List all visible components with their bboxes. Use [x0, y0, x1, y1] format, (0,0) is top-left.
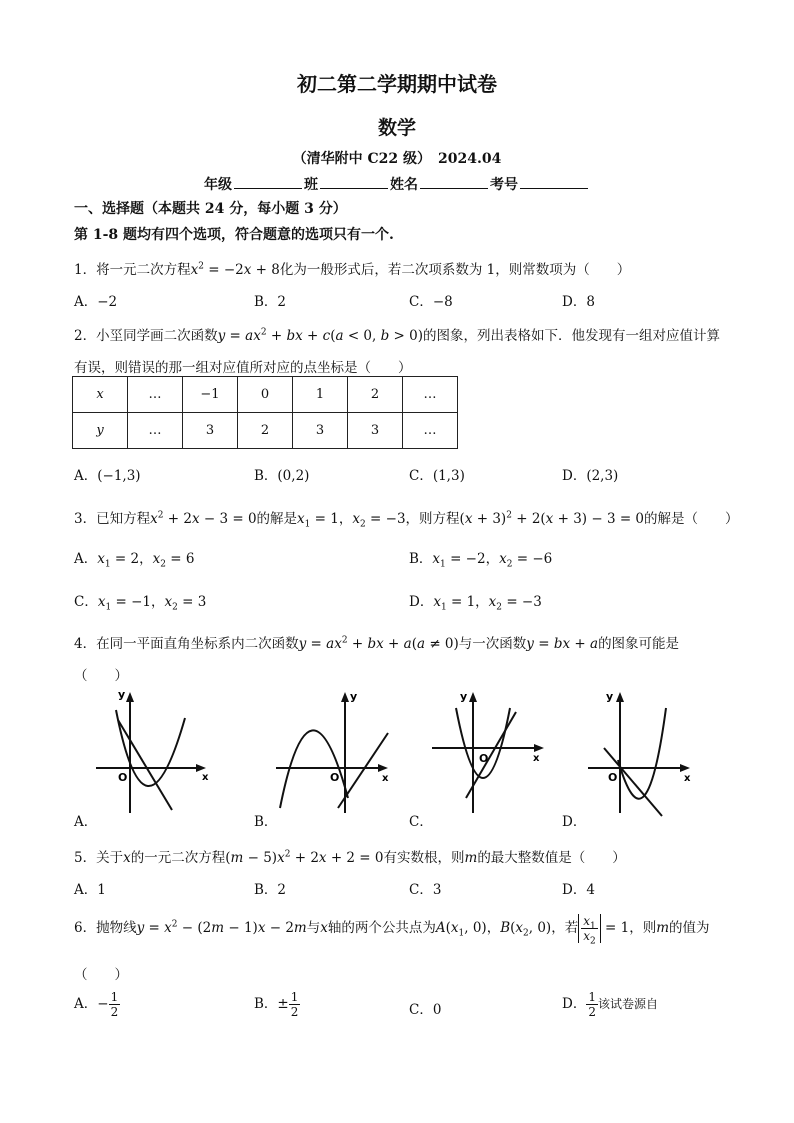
line: [118, 720, 172, 810]
abs-fraction: $\frac{x_1}{x_2}$: [578, 914, 601, 943]
student-info-line: [0, 174, 794, 194]
table-cell: 3: [348, 413, 403, 449]
class-label: 班: [304, 177, 318, 193]
origin-label: O: [479, 752, 489, 765]
table-cell: y: [73, 413, 128, 449]
school-line: （清华附中 C22 级） 2024.04: [292, 151, 502, 167]
x-label: x: [533, 753, 540, 764]
table-cell: 2: [348, 377, 403, 413]
q1-option-d[interactable]: D．8: [562, 294, 595, 310]
subject-title: 数学: [377, 117, 416, 139]
origin-label: O: [118, 771, 128, 784]
y-label: y: [350, 690, 358, 703]
name-label: 姓名: [390, 177, 418, 193]
q2-option-a[interactable]: A．(−1,3): [74, 468, 141, 484]
table-cell: 2: [238, 413, 293, 449]
table-cell: …: [128, 377, 183, 413]
question-6: 6．抛物线$y = x^2 - (2m - 1)x - 2m$与x轴的两个公共点为$A(x_1$, 0)，$B(x_2$, 0)，若 $\frac{x_1}{x_2}$ = 1，则m的值为: [74, 914, 710, 947]
name-blank[interactable]: [420, 176, 488, 189]
x-label: x: [382, 773, 389, 784]
q2-option-d[interactable]: D．(2,3): [562, 468, 619, 484]
x-arrow-icon: [378, 764, 388, 772]
question-5: 5．关于x的一元二次方程$(m - 5)x^2 + 2x + 2 = 0$有实数根，则m的最大整数值是（ ）: [74, 849, 626, 866]
q6-option-b[interactable]: B．± $\frac{1}{2}$: [254, 990, 299, 1019]
y-label: y: [606, 690, 614, 703]
x-arrow-icon: [196, 764, 206, 772]
table-cell: …: [403, 413, 458, 449]
y-label: y: [118, 688, 126, 701]
q4-option-d[interactable]: D．: [562, 814, 587, 830]
q4-option-b[interactable]: B．: [254, 814, 278, 830]
value-table: [72, 376, 458, 449]
origin-label: O: [330, 771, 340, 784]
q4-option-a[interactable]: A．: [74, 814, 98, 830]
class-blank[interactable]: [320, 176, 388, 189]
q1-option-b[interactable]: B．2: [254, 294, 287, 310]
table-cell: x: [73, 377, 128, 413]
y-arrow-icon: [469, 692, 477, 702]
y-label: y: [460, 690, 468, 703]
parabola: [280, 730, 348, 808]
origin-label: O: [608, 771, 618, 784]
question-2-line2: 有误，则错误的那一组对应值所对应的点坐标是（ ）: [74, 360, 412, 376]
q2-option-c[interactable]: C．(1,3): [409, 468, 465, 484]
x-label: x: [202, 772, 209, 783]
graph-b[interactable]: [270, 688, 395, 818]
q6-option-c[interactable]: C．0: [409, 1002, 442, 1018]
table-cell: 3: [183, 413, 238, 449]
y-arrow-icon: [616, 692, 624, 702]
parabola: [618, 708, 666, 799]
id-blank[interactable]: [520, 176, 588, 189]
q5-option-d[interactable]: D．4: [562, 882, 595, 898]
question-2: 2．小坙同学画二次函数$y = ax^2$ + bx + c(a < 0, b > 0)的图象，列出表格如下．他发现有一组对应值计算: [74, 327, 721, 344]
question-3: 3．已知方程$x^2 + 2x - 3 = 0$的解是$x_1 = 1$，$x_2 = -3$，则方程$(x + 3)^2 + 2(x + 3) - 3 = 0$的解是（ ）: [74, 510, 739, 530]
table-cell: −1: [183, 377, 238, 413]
graph-a[interactable]: [90, 688, 210, 818]
q3-option-b[interactable]: B．$x_1 = -2$，$x_2 = -6$: [409, 551, 553, 570]
graph-d[interactable]: [584, 688, 699, 818]
q4-option-c[interactable]: C．: [409, 814, 433, 830]
question-1: 1．将一元二次方程$x^2 = -2x + 8$化为一般形式后，若二次项系数为 1，则常数项为（ ）: [74, 261, 631, 278]
graph-c[interactable]: [428, 688, 548, 818]
grade-blank[interactable]: [234, 176, 302, 189]
y-arrow-icon: [341, 692, 349, 702]
q5-option-c[interactable]: C．3: [409, 882, 442, 898]
section-instruction: 第 1-8 题均有四个选项，符合题意的选项只有一个.: [74, 227, 394, 243]
section-heading: 一、选择题（本题共 24 分，每小题 3 分）: [74, 201, 347, 217]
q1-option-a[interactable]: A．−2: [74, 294, 118, 310]
q5-option-a[interactable]: A．1: [74, 882, 106, 898]
x-arrow-icon: [680, 764, 690, 772]
q3-option-c[interactable]: C．$x_1 = -1$，$x_2 = 3$: [74, 594, 207, 613]
id-label: 考号: [490, 177, 518, 193]
table-row-y: [73, 413, 458, 449]
q3-option-d[interactable]: D．$x_1 = 1$，$x_2 = -3$: [409, 594, 542, 613]
table-cell: …: [128, 413, 183, 449]
grade-label: 年级: [204, 177, 232, 193]
question-6-paren: （ ）: [74, 967, 128, 983]
table-cell: 1: [293, 377, 348, 413]
y-arrow-icon: [126, 692, 134, 702]
table-cell: 3: [293, 413, 348, 449]
table-cell: …: [403, 377, 458, 413]
q5-option-b[interactable]: B．2: [254, 882, 287, 898]
question-4-paren: （ ）: [74, 668, 128, 684]
x-label: x: [684, 773, 691, 784]
exam-title: 初二第二学期期中试卷: [297, 72, 497, 96]
q6-option-a[interactable]: A．− $\frac{1}{2}$: [74, 990, 119, 1019]
table-cell: 0: [238, 377, 293, 413]
q3-option-a[interactable]: A．$x_1 = 2$，$x_2 = 6$: [74, 551, 195, 570]
x-arrow-icon: [534, 744, 544, 752]
q1-option-c[interactable]: C．−8: [409, 294, 453, 310]
q2-option-b[interactable]: B．(0,2): [254, 468, 310, 484]
question-4: 4．在同一平面直角坐标系内二次函数$y = ax^2$ + bx + a(a ≠ 0)与一次函数y = bx + a的图象可能是: [74, 635, 680, 652]
table-row-x: [73, 377, 458, 413]
q6-option-d[interactable]: D． $\frac{1}{2}$ 该试卷源自: [562, 990, 658, 1019]
